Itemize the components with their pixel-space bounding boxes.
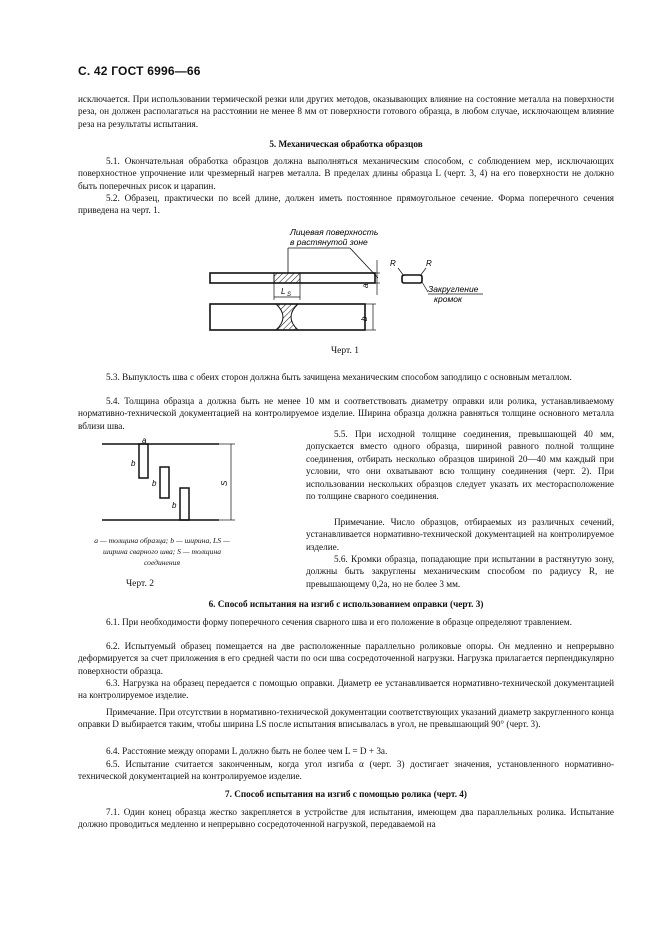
radius-right: R bbox=[426, 259, 432, 268]
dim-b1: b bbox=[131, 459, 136, 468]
paragraph-6-1: 6.1. При необходимости форму поперечного сечения сварного шва и его положение в образце определяют травлением. bbox=[106, 617, 572, 627]
dim-b: b bbox=[360, 316, 369, 321]
figure-1-drawing bbox=[200, 220, 500, 345]
dim-a: a bbox=[361, 283, 370, 288]
dim-s: S bbox=[220, 480, 229, 486]
paragraph-intro: исключается. При использовании термической резки или других методов, оказывающих влияние на состояние металла на поверхности реза, он должен располагаться на расстоянии не менее 8 мм от поверхности готового образца, в любом случае, исключающем влияние реза на результаты испытания. bbox=[78, 94, 614, 129]
section-7-title: 7. Способ испытания на изгиб с помощью ролика (черт. 4) bbox=[225, 789, 467, 799]
dim-b2: b bbox=[152, 479, 157, 488]
specimen-1 bbox=[139, 444, 148, 478]
paragraph-6-5: 6.5. Испытание считается законченным, когда угол изгиба α (черт. 3) достигает значения, установленного нормативно-технической документацией на контролируемое изделие. bbox=[78, 759, 614, 782]
figure-2-legend: a — толщина образца; b — ширина, LS — ширина сварного шва; S — толщина соединения bbox=[94, 536, 230, 567]
figure-1-caption: Черт. 1 bbox=[331, 346, 359, 356]
dim-ls: L bbox=[281, 287, 286, 296]
specimen-3 bbox=[180, 488, 189, 520]
radius-left: R bbox=[390, 259, 396, 268]
paragraph-5-3: 5.3. Выпуклость шва с обеих сторон должна быть зачищена механическим способом заподлицо с основным металлом. bbox=[106, 372, 572, 382]
paragraph-5-1: 5.1. Окончательная обработка образцов должна выполняться механическим способом, с соблюдением мер, исключающих поверхностное упрочнение или чрезмерный нагрев металла. В пределах длины образца L (черт. 3, 4) на его поверхности не должно быть поперечных рисок и царапин. bbox=[78, 156, 614, 191]
cross-section bbox=[402, 275, 422, 283]
label-edges: кромок bbox=[434, 294, 463, 304]
paragraph-note-5: Примечание. Число образцов, отбираемых из различных сечений, устанавливается нормативно-технической документацией на контролируемое изделие. bbox=[306, 517, 614, 552]
paragraph-7-1: 7.1. Один конец образца жестко закрепляется в устройстве для испытания, имеющем два параллельных ролика. Испытание должно проводиться медленно и непрерывно сосредоточенной нагрузкой, передаваемой на bbox=[78, 807, 614, 830]
specimen-2 bbox=[160, 467, 169, 498]
dim-b3: b bbox=[172, 501, 177, 510]
paragraph-note-6: Примечание. При отсутствии в нормативно-технической документации соответствующих указаний диаметр закругленного конца оправки D выбирается таким, чтобы ширина LS после испытания вписывалась в угол, не превышающий 90° (черт. 3). bbox=[78, 707, 614, 730]
paragraph-5-2: 5.2. Образец, практически по всей длине, должен иметь постоянное прямоугольное сечение. Форма поперечного сечения приведена на черт. 1. bbox=[78, 193, 614, 216]
paragraph-6-3: 6.3. Нагрузка на образец передается с помощью оправки. Диаметр ее устанавливается нормативно-технической документацией на контролируемое изделие. bbox=[78, 678, 614, 701]
paragraph-5-6: 5.6. Кромки образца, попадающие при испытании в растянутую зону, должны быть закруглены механическим способом по радиусу R, не превышающему 0,2a, но не более 3 мм. bbox=[306, 554, 614, 589]
label-tension-zone: в растянутой зоне bbox=[290, 237, 368, 247]
label-edge-rounding: Закругление bbox=[428, 284, 479, 294]
paragraph-5-5: 5.5. При исходной толщине соединения, превышающей 40 мм, допускается вместо одного образца, шириной равного полной толщине соединения, отбирать несколько образцов шириной 20—40 мм каждый при условии, что они охватывают всю толщину соединения (черт. 2). При использовании нескольких образцов следует указать их месторасположение по толщине сварного соединения. bbox=[306, 429, 614, 502]
weld-section bbox=[274, 273, 300, 283]
label-face-surface: Лицевая поверхность bbox=[290, 227, 379, 237]
dim-ls-sub: S bbox=[287, 292, 292, 298]
section-6-title: 6. Способ испытания на изгиб с использованием оправки (черт. 3) bbox=[208, 599, 484, 609]
paragraph-6-4: 6.4. Расстояние между опорами L должно быть не более чем L = D + 3a. bbox=[106, 746, 388, 756]
dim-a-fig2: a bbox=[142, 436, 147, 445]
weld-profile bbox=[276, 304, 298, 330]
section-5-title: 5. Механическая обработка образцов bbox=[269, 139, 423, 149]
figure-2-caption: Черт. 2 bbox=[126, 579, 154, 589]
page-header: С. 42 ГОСТ 6996—66 bbox=[78, 64, 201, 78]
paragraph-6-2: 6.2. Испытуемый образец помещается на две расположенные параллельно роликовые опоры. Он медленно и непрерывно деформируется за счет приложения в его средней части по оси шва сосредоточенной нагрузки. Нагрузка прилагается перпендикулярно поверхности образца. bbox=[78, 641, 614, 676]
figure-2-drawing bbox=[96, 436, 246, 530]
paragraph-5-4: 5.4. Толщина образца a должна быть не менее 10 мм и соответствовать диаметру оправки или ролика, устанавливаемому нормативно-технической документацией на контролируемое изделие. Ширина образца должна равняться толщине основного металла вблизи шва. bbox=[78, 396, 614, 431]
